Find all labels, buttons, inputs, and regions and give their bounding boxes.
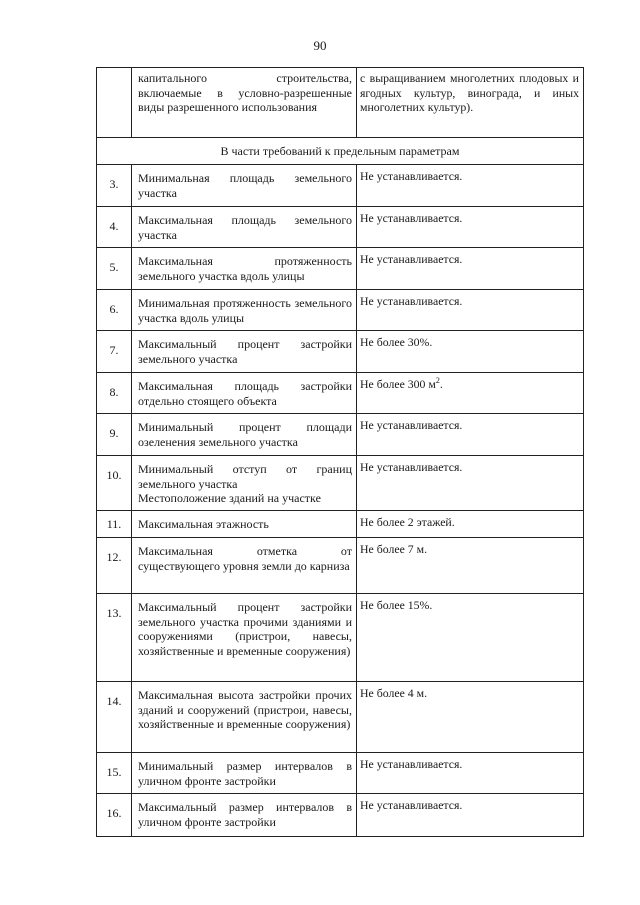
row-name: Минимальный процент площади озеленения земельного участка [132,414,357,456]
row-name: Максимальная протяженность земельного участка вдоль улицы [132,248,357,290]
row-name: Максимальный процент застройки земельного участка прочими зданиями и сооружениями (пристрои, навесы, хозяйственные и временные сооружения) [132,594,357,682]
table-row [97,414,584,456]
row-number [97,68,132,138]
row-number: 16. [97,794,132,837]
row-name: Минимальная протяженность земельного участка вдоль улицы [132,290,357,331]
table-row [97,331,584,373]
row-value: с выращиванием многолетних плодовых и ягодных культур, винограда, и иных многолетних культур). [357,68,584,138]
row-value: Не устанавливается. [357,414,584,456]
table-row [97,594,584,682]
table-row-continuation [97,68,584,138]
table-row [97,456,584,511]
row-name: Максимальная площадь застройки отдельно стоящего объекта [132,373,357,414]
row-number: 13. [97,594,132,682]
row-value: Не более 2 этажей. [357,511,584,538]
row-name: Максимальный процент застройки земельного участка [132,331,357,373]
table-row [97,207,584,248]
row-number: 3. [97,165,132,207]
row-value: Не устанавливается. [357,290,584,331]
table-row [97,373,584,414]
row-value: Не более 15%. [357,594,584,682]
table-row [97,753,584,794]
row-name: Максимальная площадь земельного участка [132,207,357,248]
row-number: 9. [97,414,132,456]
row-number: 8. [97,373,132,414]
table-row [97,794,584,837]
row-value: Не более 7 м. [357,538,584,594]
row-value: Не устанавливается. [357,248,584,290]
table-row [97,248,584,290]
row-name: Максимальная высота застройки прочих зданий и сооружений (пристрои, навесы, хозяйственные и временные сооружения) [132,682,357,753]
row-value: Не устанавливается. [357,794,584,837]
table-row [97,511,584,538]
table-row [97,290,584,331]
row-number: 14. [97,682,132,753]
row-name: Максимальный размер интервалов в уличном фронте застройки [132,794,357,837]
row-name: Максимальная отметка от существующего уровня земли до карниза [132,538,357,594]
row-name: Максимальная этажность [132,511,357,538]
row-name: капитального строительства, включаемые в условно-разрешенные виды разрешенного использования [132,68,357,138]
row-number: 5. [97,248,132,290]
row-value: Не более 4 м. [357,682,584,753]
row-name [132,456,357,511]
row-value: Не устанавливается. [357,207,584,248]
section-header-row [97,138,584,165]
table-row [97,682,584,753]
row-number: 11. [97,511,132,538]
row-number: 15. [97,753,132,794]
parameters-table [96,67,584,837]
row-name: Минимальная площадь земельного участка [132,165,357,207]
row-value: Не устанавливается. [357,753,584,794]
row-number: 10. [97,456,132,511]
page-number: 90 [313,38,327,53]
row-number: 4. [97,207,132,248]
table-row [97,165,584,207]
row-number: 12. [97,538,132,594]
row-name-line-2: Местоположение зданий на участке [138,491,321,505]
value-text: Не более 300 м [360,377,436,391]
row-value: Не более 30%. [357,331,584,373]
row-value: Не устанавливается. [357,165,584,207]
section-header: В части требований к предельным параметрам [97,138,584,165]
table-row [97,538,584,594]
value-tail: . [439,377,443,391]
row-name-line: Минимальный отступ от границ земельного участка [138,462,352,491]
row-number: 6. [97,290,132,331]
row-number: 7. [97,331,132,373]
row-value [357,373,584,414]
row-name: Минимальный размер интервалов в уличном фронте застройки [132,753,357,794]
value-superscript: 2 [435,376,440,386]
row-value: Не устанавливается. [357,456,584,511]
